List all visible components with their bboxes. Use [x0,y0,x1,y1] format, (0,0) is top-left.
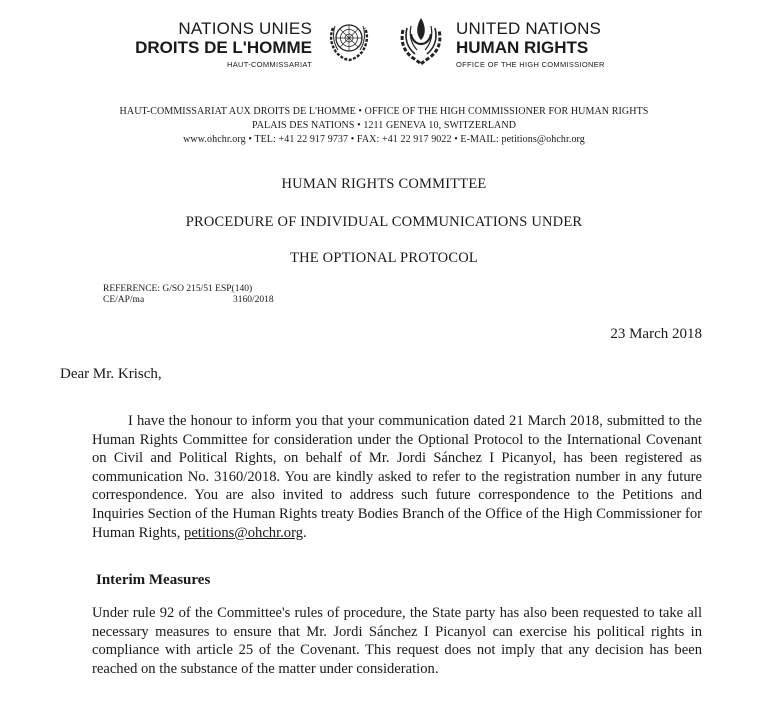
reference-number: 3160/2018 [233,295,274,305]
petitions-email-link[interactable]: petitions@ohchr.org [184,524,303,541]
letterhead-en-org: UNITED NATIONS [456,19,602,38]
address-line-office: HAUT-COMMISSARIAT AUX DROITS DE L'HOMME • OFFICE OF THE HIGH COMMISSIONER FOR HUMAN RIGHTS [119,106,649,117]
un-emblem-icon [324,14,374,66]
registration-text-end: . [303,524,307,541]
letterhead-french [135,20,312,69]
committee-title: HUMAN RIGHTS COMMITTEE [281,176,487,192]
address-block [0,105,768,147]
protocol-title: THE OPTIONAL PROTOCOL [290,250,478,266]
procedure-title: PROCEDURE OF INDIVIDUAL COMMUNICATIONS UNDER [185,214,583,230]
address-line-contact: www.ohchr.org • TEL: +41 22 917 9737 • FAX: +41 22 917 9022 • E-MAIL: petitions@ohchr.org [183,134,585,145]
registration-paragraph [92,412,702,542]
reference-initials: CE/AP/ma [103,295,145,305]
reference-code: G/SO 215/51 ESP(140) [162,284,253,294]
letterhead-fr-org: NATIONS UNIES [178,19,312,38]
interim-measures-heading: Interim Measures [96,572,211,588]
letterhead-english [456,20,605,69]
human-rights-logo-icon [393,14,449,70]
interim-measures-paragraph [92,604,702,678]
letterhead-en-office: OFFICE OF THE HIGH COMMISSIONER [456,60,605,69]
letterhead-en-dept: HUMAN RIGHTS [456,38,589,57]
salutation: Dear Mr. Krisch, [60,366,162,382]
letterhead-fr-dept: DROITS DE L'HOMME [135,38,312,57]
reference-block [103,284,274,306]
address-line-location: PALAIS DES NATIONS • 1211 GENEVA 10, SWITZERLAND [251,120,517,131]
registration-text: I have the honour to inform you that your communication dated 21 March 2018, submitted to the Human Rights Committee for consideration under the Optional Protocol to the International Covenant on Civil and Political Rights, on behalf of Mr. Jordi Sánchez I Picanyol, has been registered as communication No. 3160/2018. You are kindly asked to refer to the registration number in any future correspondence. You are also invited to address such future correspondence to the Petitions and Inquiries Section of the Human Rights treaty Bodies Branch of the Office of the High Commissioner for Human Rights, [92,413,702,541]
interim-measures-text: Under rule 92 of the Committee's rules of procedure, the State party has also been requested to take all necessary measures to ensure that Mr. Jordi Sánchez I Picanyol can exercise his political rights in compliance with article 25 of the Covenant. This request does not imply that any decision has been reached on the substance of the matter under consideration. [92,605,702,677]
letter-date: 23 March 2018 [610,326,702,342]
reference-label: REFERENCE: [103,284,161,294]
letterhead-fr-office: HAUT-COMMISSARIAT [227,60,312,69]
